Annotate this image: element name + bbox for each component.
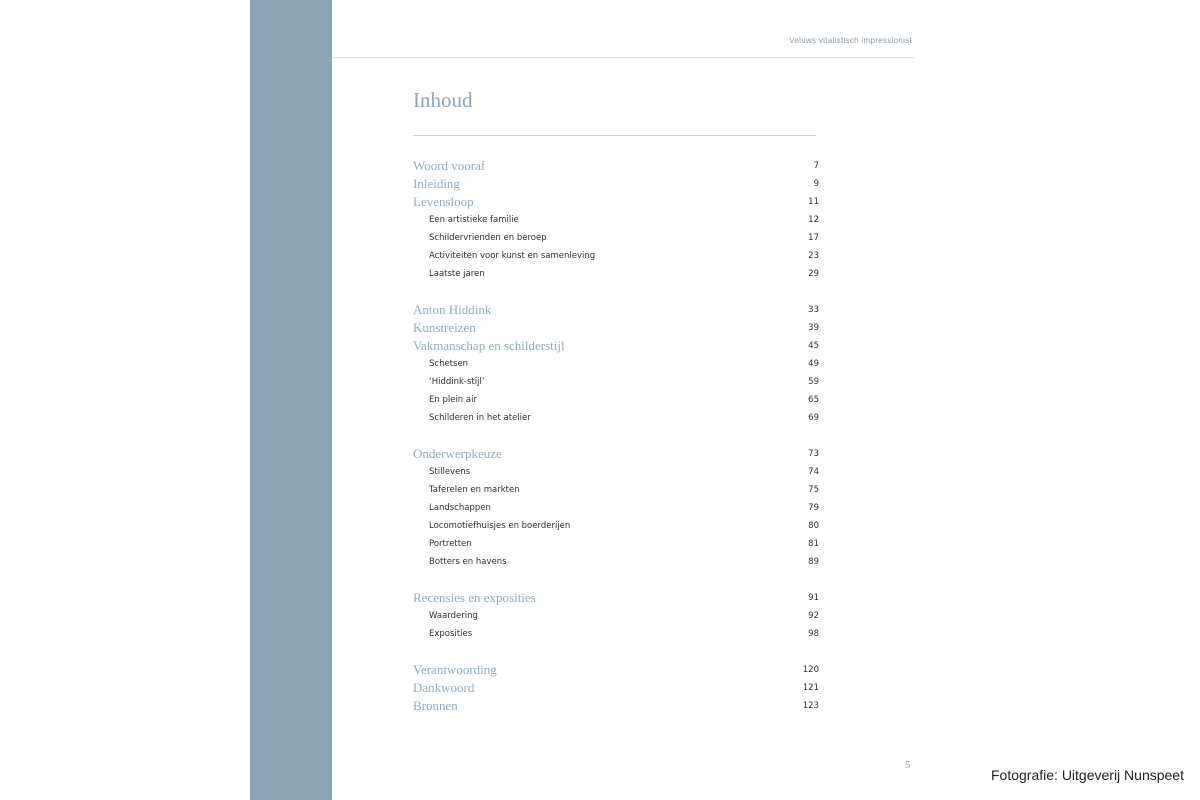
toc-subsection-entry[interactable] [413, 499, 819, 517]
toc-entry-page: 92 [808, 611, 819, 621]
toc-entry-label: Levensloop [413, 194, 474, 209]
toc-entry-label: Portretten [429, 539, 472, 549]
toc-subsection-entry[interactable] [413, 625, 819, 643]
toc-entry-page: 89 [808, 557, 819, 567]
photo-credit: Fotografie: Uitgeverij Nunspeet [991, 767, 1184, 783]
toc-subsection-entry[interactable] [413, 229, 819, 247]
toc-entry-page: 79 [808, 503, 819, 513]
toc-entry-label: Vakmanschap en schilderstijl [413, 338, 565, 353]
toc-entry-label: Onderwerpkeuze [413, 446, 502, 461]
toc-subsection-entry[interactable] [413, 409, 819, 427]
toc-chapter-entry[interactable] [413, 337, 819, 355]
table-of-contents [413, 157, 819, 733]
toc-entry-label: Locomotiefhuisjes en boerderijen [429, 521, 571, 531]
toc-entry-page: 59 [808, 377, 819, 387]
header-divider [332, 57, 915, 58]
toc-chapter-entry[interactable] [413, 193, 819, 211]
toc-section [413, 301, 819, 427]
toc-entry-label: Botters en havens [429, 557, 507, 567]
toc-entry-page: 7 [813, 161, 819, 171]
toc-subsection-entry[interactable] [413, 355, 819, 373]
toc-entry-label: ‘Hiddink-stijl’ [429, 377, 485, 387]
toc-entry-label: Recensies en exposities [413, 590, 536, 605]
toc-entry-label: Stillevens [429, 467, 471, 477]
toc-entry-page: 73 [808, 449, 819, 459]
toc-chapter-entry[interactable] [413, 445, 819, 463]
toc-subsection-entry[interactable] [413, 265, 819, 283]
toc-entry-label: Activiteiten voor kunst en samenleving [429, 251, 596, 261]
toc-entry-page: 74 [808, 467, 819, 477]
toc-entry-label: Schilderen in het atelier [429, 413, 531, 423]
toc-entry-label: Exposities [429, 629, 473, 639]
toc-entry-page: 65 [808, 395, 819, 405]
toc-chapter-entry[interactable] [413, 175, 819, 193]
toc-entry-page: 33 [808, 305, 819, 315]
toc-subsection-entry[interactable] [413, 463, 819, 481]
toc-subsection-entry[interactable] [413, 553, 819, 571]
toc-chapter-entry[interactable] [413, 661, 819, 679]
toc-section [413, 157, 819, 283]
toc-chapter-entry[interactable] [413, 679, 819, 697]
toc-section [413, 445, 819, 571]
toc-entry-label: Landschappen [429, 503, 491, 513]
toc-entry-page: 49 [808, 359, 819, 369]
toc-subsection-entry[interactable] [413, 607, 819, 625]
toc-entry-page: 81 [808, 539, 819, 549]
toc-chapter-entry[interactable] [413, 301, 819, 319]
toc-entry-page: 91 [808, 593, 819, 603]
title-divider [413, 135, 816, 136]
toc-entry-page: 45 [808, 341, 819, 351]
toc-entry-label: Kunstreizen [413, 320, 476, 335]
toc-chapter-entry[interactable] [413, 697, 819, 715]
toc-entry-label: Schildervrienden en beroep [429, 233, 547, 243]
toc-chapter-entry[interactable] [413, 319, 819, 337]
toc-section [413, 589, 819, 643]
toc-subsection-entry[interactable] [413, 391, 819, 409]
toc-entry-page: 80 [808, 521, 819, 531]
toc-entry-page: 123 [802, 701, 819, 711]
toc-entry-page: 17 [808, 233, 819, 243]
toc-entry-label: Bronnen [413, 698, 458, 713]
toc-entry-page: 12 [808, 215, 819, 225]
toc-entry-label: Waardering [429, 611, 478, 621]
toc-entry-page: 39 [808, 323, 819, 333]
toc-entry-page: 11 [808, 197, 819, 207]
running-head: Veluws vitalistisch impressionist [789, 36, 912, 45]
toc-entry-label: En plein air [429, 395, 477, 405]
toc-subsection-entry[interactable] [413, 373, 819, 391]
toc-entry-label: Dankwoord [413, 680, 475, 695]
toc-entry-page: 120 [802, 665, 819, 675]
toc-entry-page: 75 [808, 485, 819, 495]
toc-subsection-entry[interactable] [413, 247, 819, 265]
toc-entry-page: 98 [808, 629, 819, 639]
toc-entry-label: Laatste jaren [429, 269, 485, 279]
toc-entry-page: 69 [808, 413, 819, 423]
toc-subsection-entry[interactable] [413, 481, 819, 499]
toc-entry-page: 121 [802, 683, 819, 693]
toc-entry-label: Anton Hiddink [413, 302, 492, 317]
toc-entry-page: 23 [808, 251, 819, 261]
toc-section [413, 661, 819, 715]
side-color-band [250, 0, 332, 800]
toc-entry-label: Woord vooraf [413, 158, 486, 173]
toc-chapter-entry[interactable] [413, 589, 819, 607]
toc-entry-label: Een artistieke familie [429, 215, 519, 225]
toc-subsection-entry[interactable] [413, 211, 819, 229]
toc-subsection-entry[interactable] [413, 535, 819, 553]
page-title: Inhoud [413, 88, 473, 112]
toc-entry-page: 9 [813, 179, 819, 189]
toc-entry-label: Verantwoording [413, 662, 497, 677]
page-number: 5 [905, 759, 911, 771]
toc-entry-label: Schetsen [429, 359, 469, 369]
toc-subsection-entry[interactable] [413, 517, 819, 535]
toc-chapter-entry[interactable] [413, 157, 819, 175]
toc-entry-label: Taferelen en markten [429, 485, 520, 495]
toc-entry-label: Inleiding [413, 176, 460, 191]
toc-entry-page: 29 [808, 269, 819, 279]
